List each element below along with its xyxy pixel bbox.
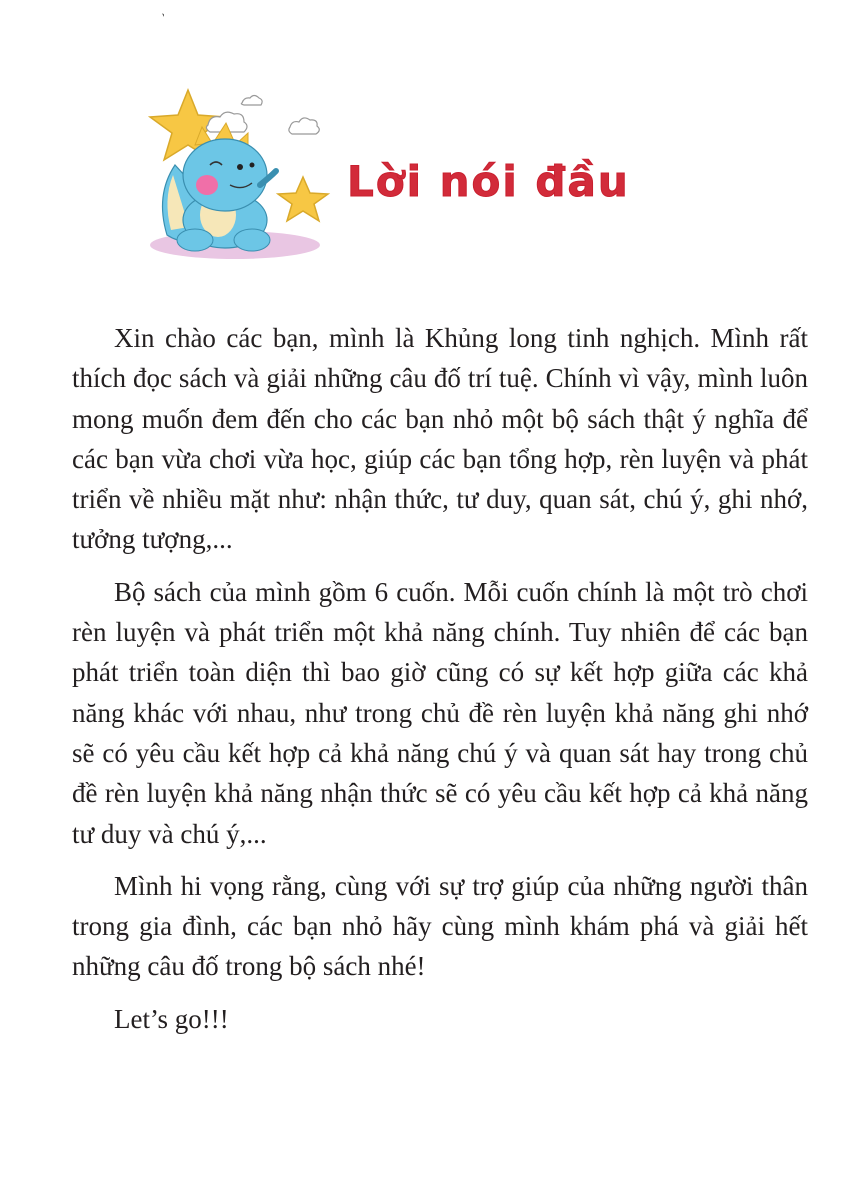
preface-body — [72, 318, 808, 1051]
paragraph: Xin chào các bạn, mình là Khủng long tinh nghịch. Mình rất thích đọc sách và giải những câu đố trí tuệ. Chính vì vậy, mình luôn mong muốn đem đến cho các bạn nhỏ một bộ sách thật ý nghĩa để các bạn vừa chơi vừa học, giúp các bạn tổng hợp, rèn luyện và phát triển về nhiều mặt như: nhận thức, tư duy, quan sát, chú ý, ghi nhớ, tưởng tượng,... — [72, 323, 808, 555]
stray-mark: ` — [154, 11, 167, 28]
dinosaur-with-stars-icon — [140, 85, 340, 275]
paragraph: Bộ sách của mình gồm 6 cuốn. Mỗi cuốn chính là một trò chơi rèn luyện và phát triển một khả năng chính. Tuy nhiên để các bạn phát triển toàn diện thì bao giờ cũng có sự kết hợp giữa các khả năng khác với nhau, như trong chủ đề rèn luyện khả năng ghi nhớ sẽ có yêu cầu kết hợp cả khả năng chú ý và quan sát hay trong chủ đề rèn luyện khả năng nhận thức sẽ có yêu cầu kết hợp cả khả năng tư duy và chú ý,... — [72, 576, 808, 849]
page-title: Lời nói đầu — [347, 157, 630, 206]
page-header — [140, 85, 660, 275]
paragraph: Let’s go!!! — [114, 1003, 229, 1034]
paragraph: Mình hi vọng rằng, cùng với sự trợ giúp của những người thân trong gia đình, các bạn nhỏ hãy cùng mình khám phá và giải hết những câu đố trong bộ sách nhé! — [72, 870, 808, 982]
